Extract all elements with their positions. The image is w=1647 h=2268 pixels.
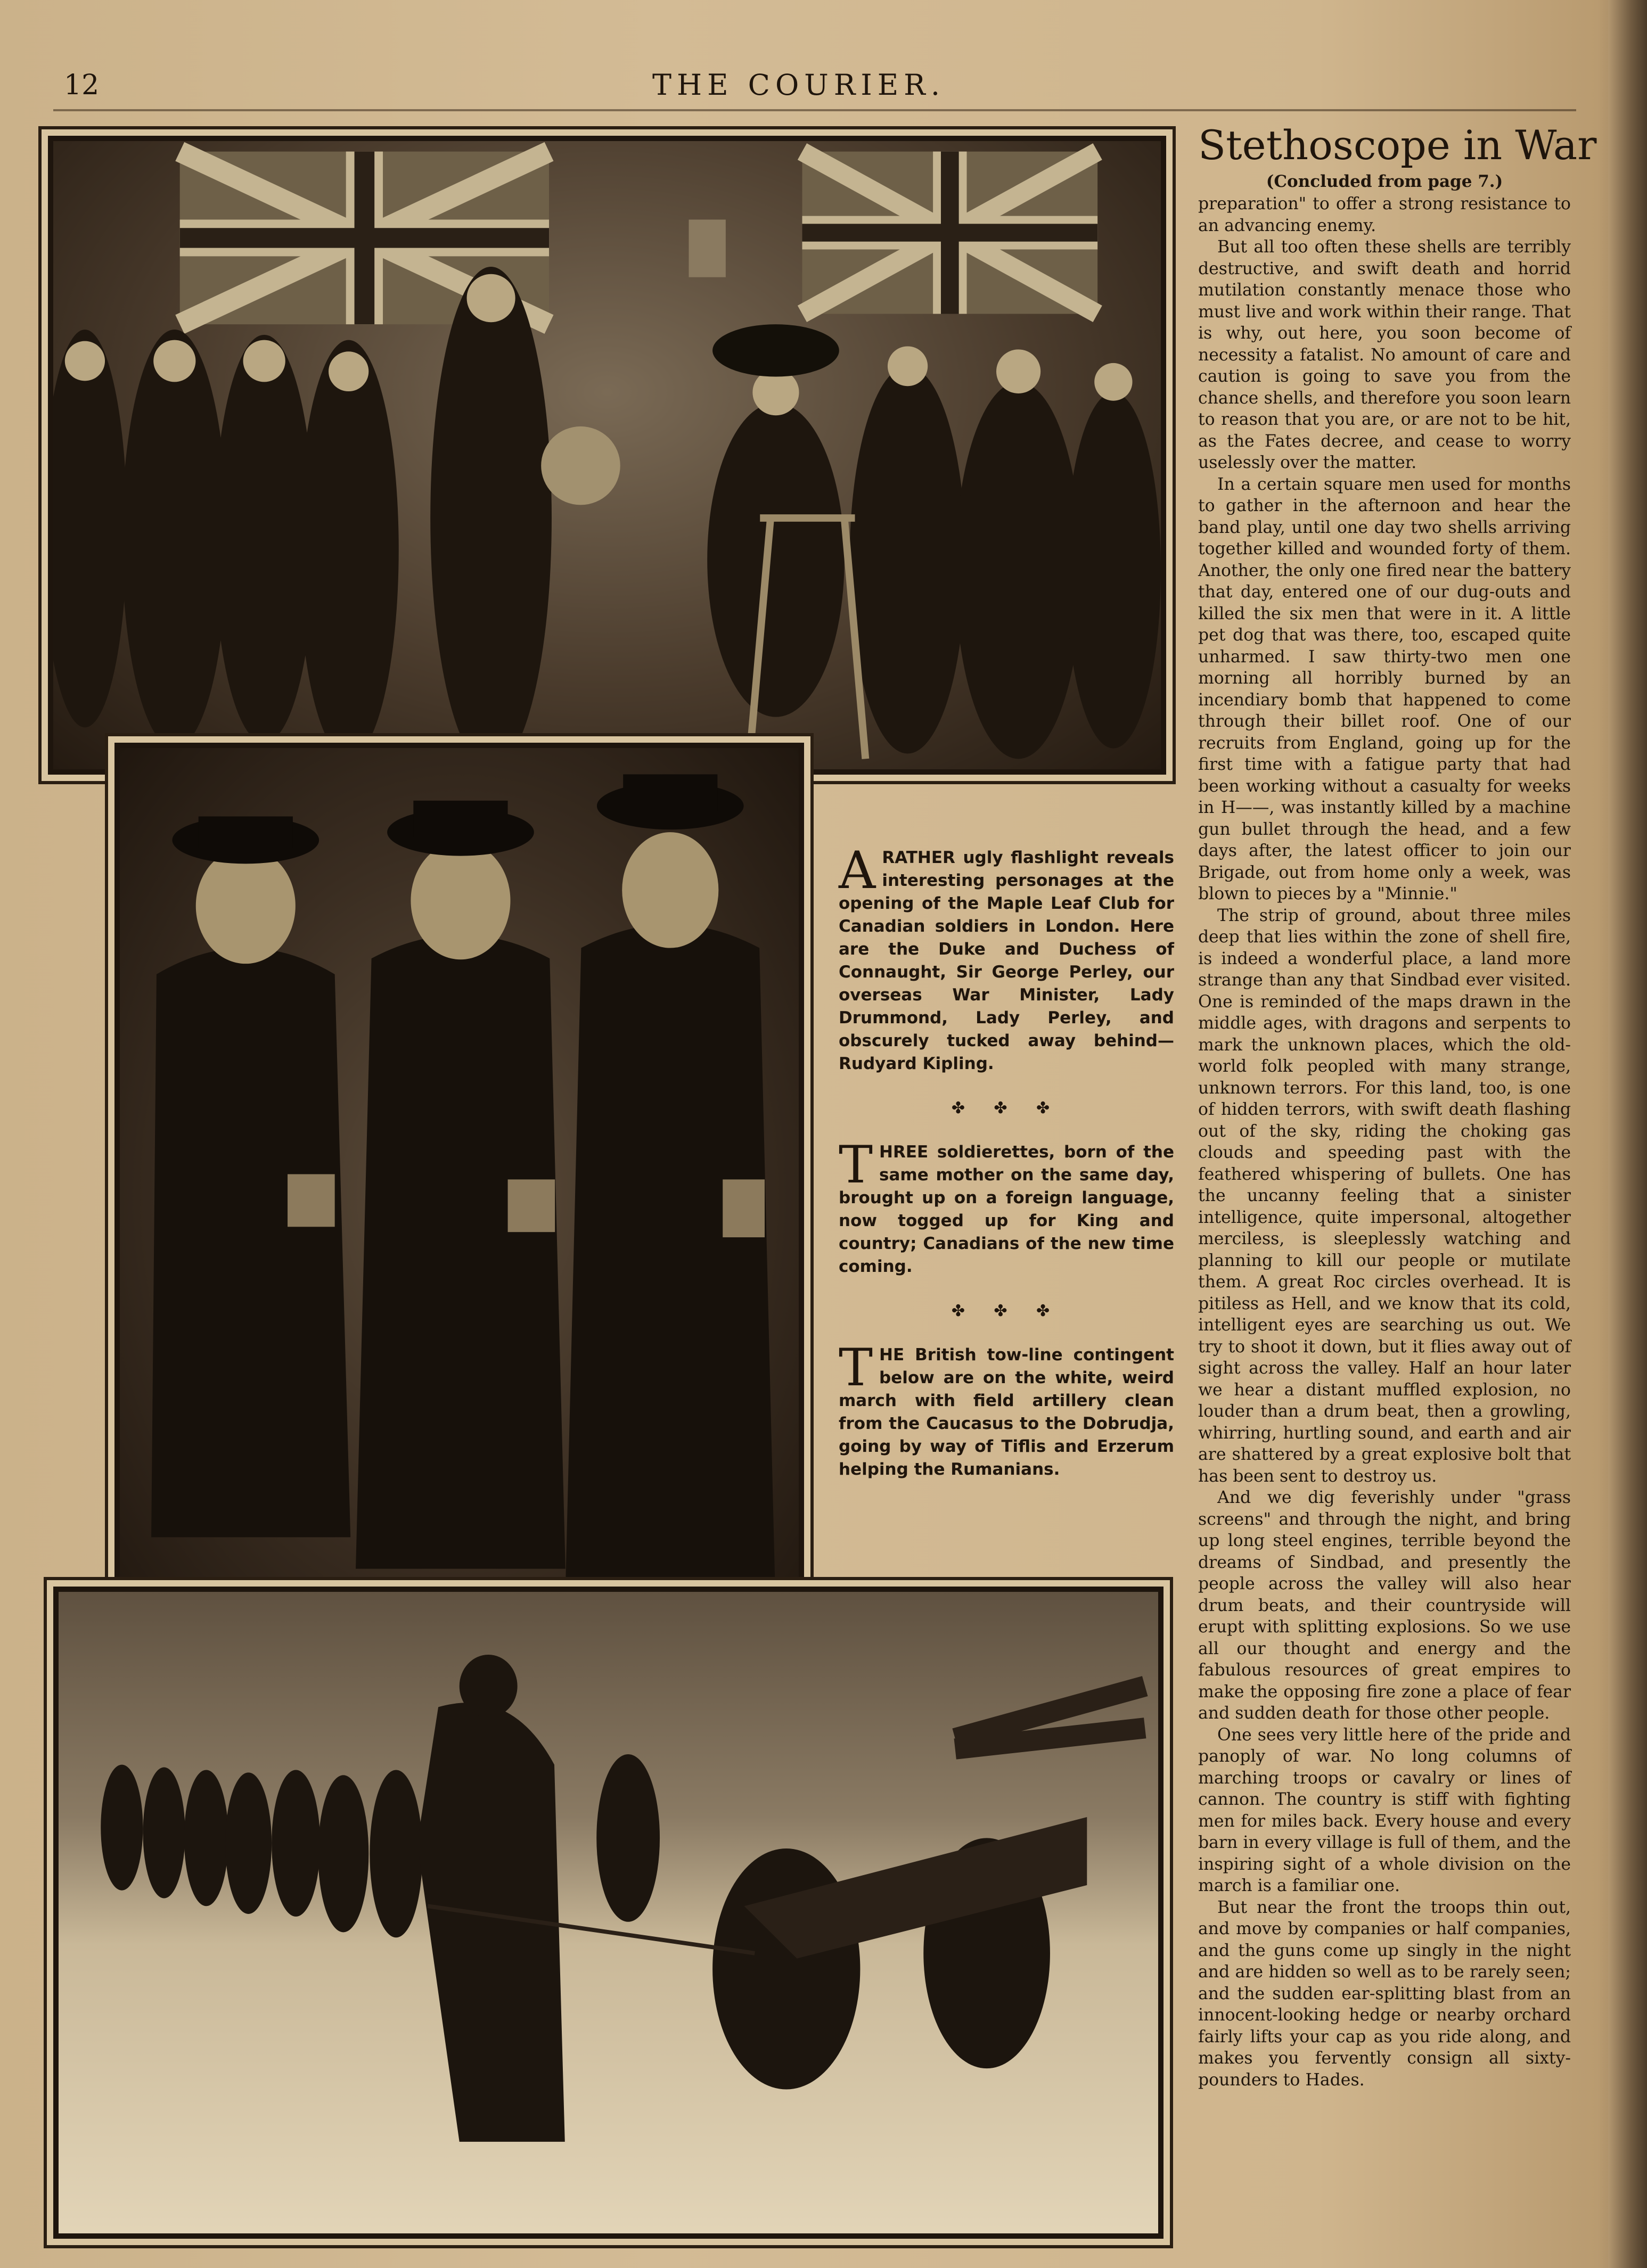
- article-body: [1198, 193, 1571, 2091]
- caption-separator: ✤ ✤ ✤: [951, 1302, 1062, 1320]
- article-title: Stethoscope in War: [1198, 121, 1597, 169]
- article-paragraph: But near the front the troops thin out, and move by companies or half companies, and the guns come up singly in the night and are hidden so well as to be rarely seen; and the sudden ear-splitting blast from an innocent-looking hedge or nearby orchard fairly lifts your cap as you ride along, and makes you fervently consign all sixty-pounders to Hades.: [1198, 1897, 1571, 2090]
- photo-tow-line-contingent-drawing: [59, 1592, 1158, 2233]
- caption-tow-line: [839, 1338, 1174, 1481]
- caption-maple-leaf-club: [839, 841, 1174, 1075]
- photo-tow-line-contingent: [53, 1587, 1163, 2239]
- article-paragraph: One sees very little here of the pride and panoply of war. No long columns of marching troops or cavalry or lines of cannon. The country is stiff with fighting men for miles back. Every house and every barn in every village is full of them, and the inspiring sight of a whole division on the march is a familiar one.: [1198, 1725, 1571, 1895]
- caption-dropcap: T: [839, 1135, 873, 1195]
- article-paragraph: The strip of ground, about three miles deep that lies within the zone of shell fire, is indeed a wonderful place, a land more strange than any that Sindbad ever visited. One is reminded of the maps drawn in the middle ages, with dragons and serpents to mark the unknown places, which the old-world folk peopled with many strange, unknown terrors. For this land, too, is one of hidden terrors, with swift death flashing out of the sky, riding the choking gas clouds and speeding past with the feathered whispering of bullets. One has the uncanny feeling that a sinister intelligence, quite impersonal, altogether merciless, is sleeplessly watching and planning to kill our people or mutilate them. A great Roc circles overhead. It is pitiless as Hell, and we know that its cold, intelligent eyes are searching us out. We try to shoot it down, but it flies away out of sight across the valley. Half an hour later we hear a distant muffled explosion, no louder than a drum beat, then a growling, whirring, hurtling sound, and earth and air are shattered by a great explosive bolt that has been sent to destroy us.: [1198, 906, 1571, 1486]
- article-paragraph: In a certain square men used for months to gather in the afternoon and hear the band play, until one day two shells arriving together killed and wounded forty of them. Another, the only one fired near the battery that day, entered one of our dug-outs and killed the six men that were in it. A little pet dog that was there, too, escaped quite unharmed. I saw thirty-two men one morning all horribly burned by an incendiary bomb that happened to come through their billet roof. One of our recruits from England, going up for the first time with a fatigue party that had been working without a casualty for weeks in H——, was instantly killed by a machine gun bullet through the head, and a few days after, the latest officer to join our Brigade, out from home only a week, was blown to pieces by a "Minnie.": [1198, 474, 1571, 903]
- article-paragraph: And we dig feverishly under "grass screens" and through the night, and bring up long steel engines, terrible beyond the dreams of Sindbad, and presently the people across the valley will also hear drum beats, and their countryside will erupt with splitting explosions. So we use all our thought and energy and the fabulous resources of great empires to make the opposing fire zone a place of fear and sudden death for those other people.: [1198, 1488, 1571, 1723]
- page-number: 12: [64, 69, 100, 101]
- caption-soldierettes: [839, 1135, 1174, 1278]
- article-paragraph: preparation" to offer a strong resistance to an advancing enemy.: [1198, 194, 1571, 235]
- photo-maple-leaf-club-drawing: [53, 141, 1161, 769]
- caption-text: HREE soldierettes, born of the same mother on the same day, brought up on a foreign language, now togged up for King and country; Canadians of the new time coming.: [839, 1143, 1174, 1276]
- running-head: THE COURIER.: [652, 68, 946, 102]
- page-binding-shadow: [1608, 0, 1647, 2268]
- photo-maple-leaf-club: [48, 136, 1166, 775]
- header-rule: [53, 109, 1576, 111]
- photo-three-soldierettes: [114, 743, 804, 1648]
- article-paragraph: But all too often these shells are terribly destructive, and swift death and horrid mutilation constantly menace those who must live and work within their range. That is why, out here, you soon become of necessity a fatalist. No amount of care and caution is going to save you from the chance shells, and therefore you soon learn to reason that you are, or are not to be hit, as the Fates decree, and cease to worry uselessly over the matter.: [1198, 237, 1571, 472]
- article-column: [1198, 112, 1597, 2091]
- caption-text: RATHER ugly flashlight reveals interesting personages at the opening of the Maple Leaf Club for Canadian soldiers in London. Here are the Duke and Duchess of Connaught, Sir George Perley, our overseas War Minister, Lady Drummond, Lady Perley, and obscurely tucked away behind—Rudyard Kipling.: [839, 848, 1174, 1073]
- caption-dropcap: T: [839, 1338, 873, 1398]
- photo-captions: [839, 841, 1174, 1502]
- caption-text: HE British tow-line contingent below are on the white, weird march with field artillery clean from the Caucasus to the Dobrudja, going by way of Tiflis and Erzerum helping the Rumanians.: [839, 1345, 1174, 1479]
- article-subtitle: (Concluded from page 7.): [1266, 172, 1503, 191]
- caption-separator: ✤ ✤ ✤: [951, 1099, 1062, 1117]
- photo-three-soldierettes-drawing: [120, 748, 799, 1642]
- caption-dropcap: A: [839, 841, 876, 900]
